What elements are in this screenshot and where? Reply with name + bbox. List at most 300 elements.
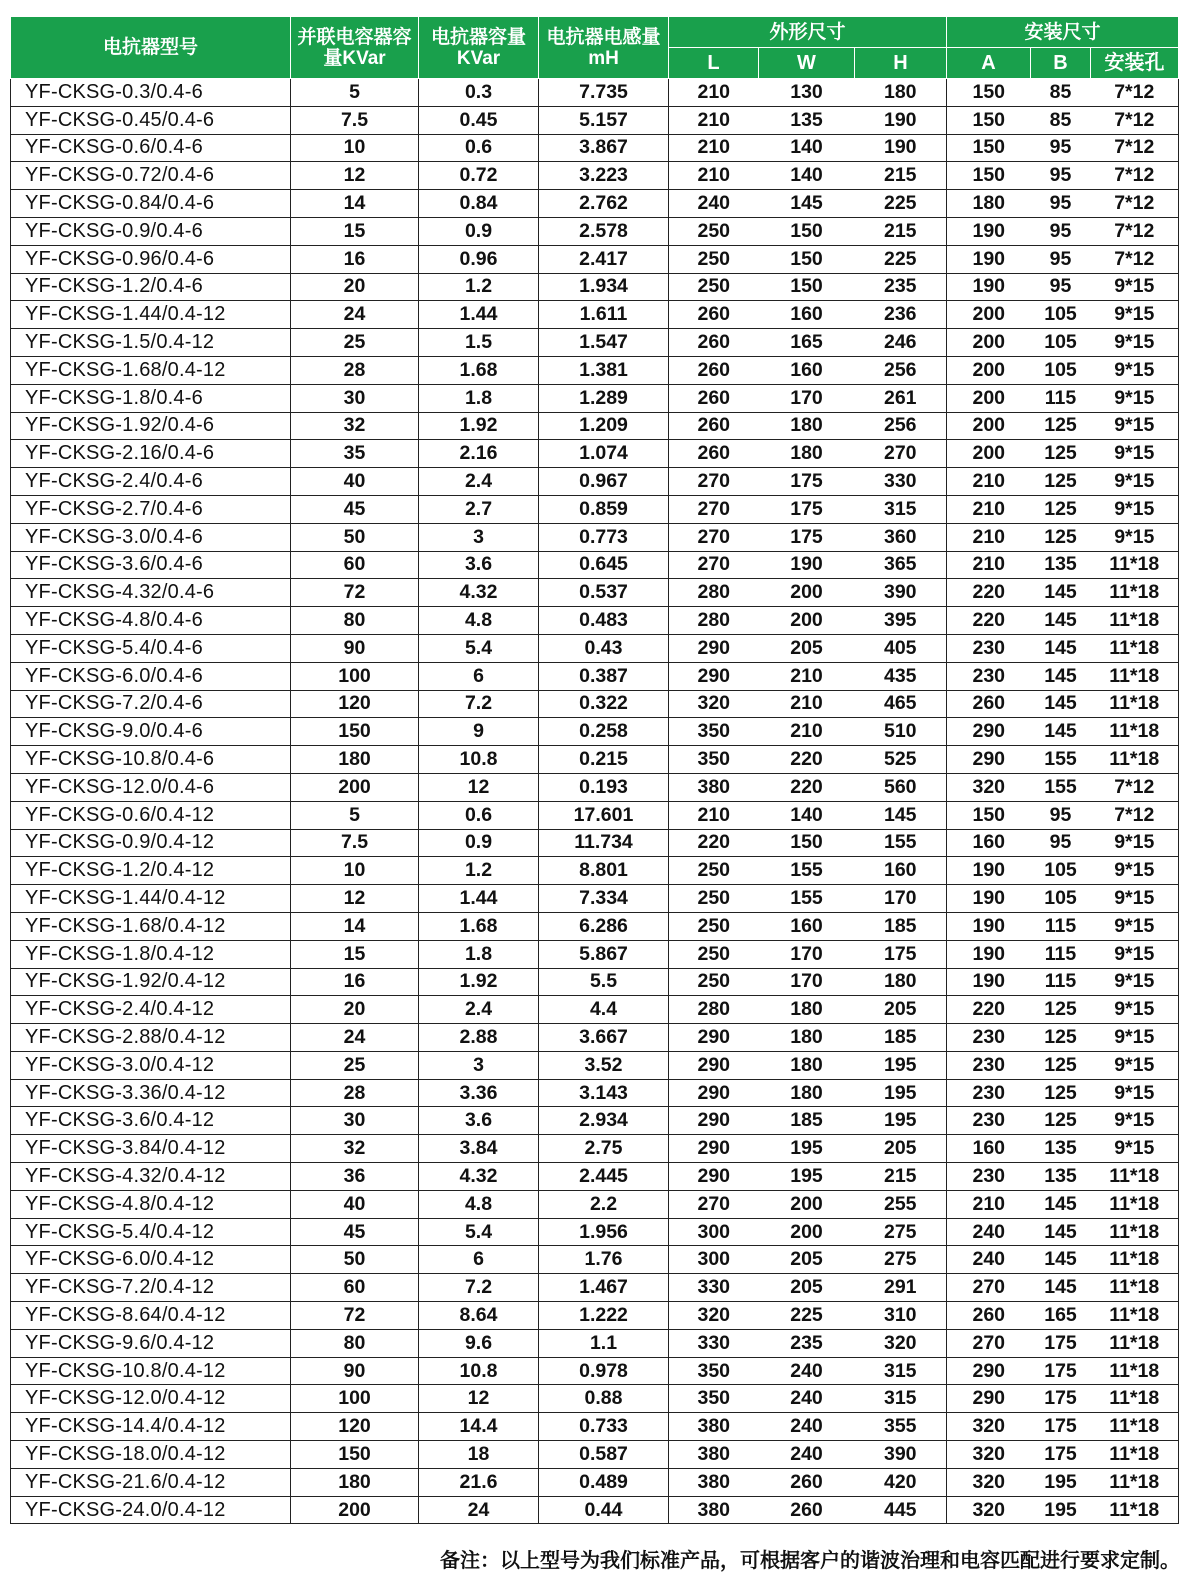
cell-install-A: 190 xyxy=(947,885,1031,913)
cell-install-A: 290 xyxy=(947,718,1031,746)
cell-mounting-hole: 11*18 xyxy=(1091,1218,1179,1246)
cell-model: YF-CKSG-24.0/0.4-12 xyxy=(11,1496,291,1524)
cell-reactor-kvar: 4.8 xyxy=(419,1190,539,1218)
table-row xyxy=(11,245,1179,273)
cell-capacitor-kvar: 12 xyxy=(291,162,419,190)
cell-model: YF-CKSG-9.0/0.4-6 xyxy=(11,718,291,746)
cell-inductance-mh: 0.978 xyxy=(539,1357,669,1385)
header-reactor-capacity: 电抗器容量KVar xyxy=(419,17,539,79)
cell-dim-H: 525 xyxy=(855,746,947,774)
cell-dim-L: 280 xyxy=(669,607,759,635)
cell-model: YF-CKSG-0.9/0.4-6 xyxy=(11,217,291,245)
cell-dim-L: 290 xyxy=(669,634,759,662)
header-A: A xyxy=(947,48,1031,79)
cell-mounting-hole: 9*15 xyxy=(1091,996,1179,1024)
cell-dim-L: 210 xyxy=(669,106,759,134)
cell-dim-L: 250 xyxy=(669,273,759,301)
cell-mounting-hole: 11*18 xyxy=(1091,662,1179,690)
cell-inductance-mh: 3.143 xyxy=(539,1079,669,1107)
cell-dim-H: 261 xyxy=(855,384,947,412)
cell-dim-W: 210 xyxy=(759,718,855,746)
header-B: B xyxy=(1031,48,1091,79)
cell-capacitor-kvar: 30 xyxy=(291,1107,419,1135)
cell-model: YF-CKSG-1.2/0.4-6 xyxy=(11,273,291,301)
cell-mounting-hole: 9*15 xyxy=(1091,273,1179,301)
cell-install-A: 320 xyxy=(947,1441,1031,1469)
cell-reactor-kvar: 4.32 xyxy=(419,1163,539,1191)
cell-mounting-hole: 7*12 xyxy=(1091,134,1179,162)
cell-dim-W: 205 xyxy=(759,1274,855,1302)
cell-install-B: 135 xyxy=(1031,1135,1091,1163)
table-row xyxy=(11,1413,1179,1441)
cell-dim-W: 165 xyxy=(759,329,855,357)
cell-mounting-hole: 9*15 xyxy=(1091,301,1179,329)
cell-inductance-mh: 0.387 xyxy=(539,662,669,690)
cell-install-A: 210 xyxy=(947,523,1031,551)
table-row xyxy=(11,801,1179,829)
cell-mounting-hole: 11*18 xyxy=(1091,1468,1179,1496)
table-row xyxy=(11,1163,1179,1191)
cell-capacitor-kvar: 5 xyxy=(291,801,419,829)
cell-mounting-hole: 11*18 xyxy=(1091,746,1179,774)
cell-reactor-kvar: 0.9 xyxy=(419,217,539,245)
cell-mounting-hole: 7*12 xyxy=(1091,79,1179,107)
cell-install-B: 175 xyxy=(1031,1357,1091,1385)
header-H: H xyxy=(855,48,947,79)
cell-inductance-mh: 0.967 xyxy=(539,468,669,496)
cell-model: YF-CKSG-1.44/0.4-12 xyxy=(11,885,291,913)
cell-dim-L: 350 xyxy=(669,1357,759,1385)
cell-dim-L: 250 xyxy=(669,245,759,273)
cell-dim-L: 250 xyxy=(669,857,759,885)
table-row xyxy=(11,106,1179,134)
cell-capacitor-kvar: 15 xyxy=(291,217,419,245)
cell-model: YF-CKSG-1.68/0.4-12 xyxy=(11,912,291,940)
cell-model: YF-CKSG-1.92/0.4-12 xyxy=(11,968,291,996)
cell-dim-L: 210 xyxy=(669,162,759,190)
cell-dim-L: 380 xyxy=(669,1441,759,1469)
cell-reactor-kvar: 10.8 xyxy=(419,746,539,774)
cell-install-B: 125 xyxy=(1031,468,1091,496)
cell-install-A: 260 xyxy=(947,690,1031,718)
cell-dim-L: 240 xyxy=(669,190,759,218)
cell-install-A: 210 xyxy=(947,495,1031,523)
cell-dim-W: 145 xyxy=(759,190,855,218)
cell-dim-L: 210 xyxy=(669,79,759,107)
cell-dim-H: 225 xyxy=(855,245,947,273)
cell-reactor-kvar: 0.96 xyxy=(419,245,539,273)
cell-inductance-mh: 0.773 xyxy=(539,523,669,551)
cell-model: YF-CKSG-7.2/0.4-6 xyxy=(11,690,291,718)
cell-reactor-kvar: 1.5 xyxy=(419,329,539,357)
cell-install-A: 190 xyxy=(947,968,1031,996)
cell-dim-L: 260 xyxy=(669,329,759,357)
cell-dim-H: 465 xyxy=(855,690,947,718)
cell-reactor-kvar: 12 xyxy=(419,1385,539,1413)
table-row xyxy=(11,1441,1179,1469)
cell-install-A: 290 xyxy=(947,1357,1031,1385)
cell-capacitor-kvar: 50 xyxy=(291,523,419,551)
cell-mounting-hole: 7*12 xyxy=(1091,801,1179,829)
cell-dim-L: 380 xyxy=(669,1413,759,1441)
cell-dim-W: 260 xyxy=(759,1496,855,1524)
cell-install-B: 125 xyxy=(1031,412,1091,440)
cell-install-A: 220 xyxy=(947,996,1031,1024)
cell-dim-W: 155 xyxy=(759,857,855,885)
cell-inductance-mh: 0.43 xyxy=(539,634,669,662)
cell-dim-W: 220 xyxy=(759,746,855,774)
cell-capacitor-kvar: 120 xyxy=(291,1413,419,1441)
cell-dim-W: 240 xyxy=(759,1413,855,1441)
cell-reactor-kvar: 2.88 xyxy=(419,1024,539,1052)
cell-mounting-hole: 9*15 xyxy=(1091,495,1179,523)
cell-install-B: 125 xyxy=(1031,1024,1091,1052)
cell-mounting-hole: 9*15 xyxy=(1091,1135,1179,1163)
cell-install-A: 230 xyxy=(947,1107,1031,1135)
table-row xyxy=(11,1385,1179,1413)
cell-dim-W: 180 xyxy=(759,996,855,1024)
cell-inductance-mh: 0.88 xyxy=(539,1385,669,1413)
cell-dim-W: 240 xyxy=(759,1357,855,1385)
cell-install-A: 200 xyxy=(947,301,1031,329)
cell-install-A: 220 xyxy=(947,607,1031,635)
cell-dim-L: 330 xyxy=(669,1329,759,1357)
cell-install-B: 105 xyxy=(1031,885,1091,913)
cell-capacitor-kvar: 30 xyxy=(291,384,419,412)
cell-install-B: 145 xyxy=(1031,690,1091,718)
header-install-dimensions: 安装尺寸 xyxy=(947,17,1179,48)
cell-dim-L: 270 xyxy=(669,1190,759,1218)
cell-model: YF-CKSG-3.84/0.4-12 xyxy=(11,1135,291,1163)
cell-install-A: 200 xyxy=(947,356,1031,384)
cell-model: YF-CKSG-1.68/0.4-12 xyxy=(11,356,291,384)
cell-reactor-kvar: 5.4 xyxy=(419,634,539,662)
cell-dim-W: 200 xyxy=(759,1190,855,1218)
cell-model: YF-CKSG-2.4/0.4-12 xyxy=(11,996,291,1024)
cell-dim-L: 300 xyxy=(669,1246,759,1274)
cell-dim-W: 175 xyxy=(759,468,855,496)
cell-dim-W: 150 xyxy=(759,273,855,301)
cell-dim-L: 260 xyxy=(669,412,759,440)
cell-inductance-mh: 1.547 xyxy=(539,329,669,357)
cell-model: YF-CKSG-3.36/0.4-12 xyxy=(11,1079,291,1107)
cell-mounting-hole: 9*15 xyxy=(1091,412,1179,440)
cell-reactor-kvar: 0.6 xyxy=(419,134,539,162)
cell-reactor-kvar: 3.6 xyxy=(419,1107,539,1135)
cell-dim-L: 270 xyxy=(669,495,759,523)
cell-inductance-mh: 0.733 xyxy=(539,1413,669,1441)
cell-dim-L: 380 xyxy=(669,1496,759,1524)
table-row xyxy=(11,1329,1179,1357)
table-row xyxy=(11,773,1179,801)
cell-model: YF-CKSG-18.0/0.4-12 xyxy=(11,1441,291,1469)
cell-mounting-hole: 9*15 xyxy=(1091,857,1179,885)
table-row xyxy=(11,329,1179,357)
cell-dim-W: 170 xyxy=(759,968,855,996)
cell-dim-L: 290 xyxy=(669,1107,759,1135)
header-outer-dimensions: 外形尺寸 xyxy=(669,17,947,48)
cell-inductance-mh: 0.322 xyxy=(539,690,669,718)
cell-model: YF-CKSG-1.8/0.4-6 xyxy=(11,384,291,412)
cell-dim-L: 380 xyxy=(669,773,759,801)
cell-install-B: 125 xyxy=(1031,495,1091,523)
cell-dim-W: 150 xyxy=(759,245,855,273)
cell-dim-W: 260 xyxy=(759,1468,855,1496)
cell-dim-W: 195 xyxy=(759,1163,855,1191)
cell-install-B: 145 xyxy=(1031,1246,1091,1274)
table-row xyxy=(11,968,1179,996)
cell-capacitor-kvar: 90 xyxy=(291,1357,419,1385)
cell-reactor-kvar: 3.36 xyxy=(419,1079,539,1107)
cell-dim-W: 170 xyxy=(759,384,855,412)
cell-reactor-kvar: 1.2 xyxy=(419,857,539,885)
cell-install-A: 320 xyxy=(947,1413,1031,1441)
cell-install-A: 150 xyxy=(947,162,1031,190)
cell-inductance-mh: 5.157 xyxy=(539,106,669,134)
cell-mounting-hole: 11*18 xyxy=(1091,690,1179,718)
cell-model: YF-CKSG-1.8/0.4-12 xyxy=(11,940,291,968)
cell-model: YF-CKSG-6.0/0.4-12 xyxy=(11,1246,291,1274)
cell-dim-H: 215 xyxy=(855,1163,947,1191)
cell-dim-H: 155 xyxy=(855,829,947,857)
cell-capacitor-kvar: 100 xyxy=(291,662,419,690)
cell-dim-H: 215 xyxy=(855,162,947,190)
cell-install-B: 175 xyxy=(1031,1385,1091,1413)
cell-reactor-kvar: 1.68 xyxy=(419,356,539,384)
cell-reactor-kvar: 1.2 xyxy=(419,273,539,301)
header-model: 电抗器型号 xyxy=(11,17,291,79)
cell-mounting-hole: 11*18 xyxy=(1091,1163,1179,1191)
cell-install-B: 145 xyxy=(1031,607,1091,635)
cell-capacitor-kvar: 120 xyxy=(291,690,419,718)
cell-install-B: 145 xyxy=(1031,579,1091,607)
cell-install-B: 175 xyxy=(1031,1413,1091,1441)
cell-dim-W: 175 xyxy=(759,495,855,523)
cell-model: YF-CKSG-12.0/0.4-6 xyxy=(11,773,291,801)
cell-dim-W: 240 xyxy=(759,1385,855,1413)
cell-dim-H: 390 xyxy=(855,579,947,607)
cell-reactor-kvar: 10.8 xyxy=(419,1357,539,1385)
cell-inductance-mh: 0.859 xyxy=(539,495,669,523)
cell-inductance-mh: 7.334 xyxy=(539,885,669,913)
cell-dim-H: 405 xyxy=(855,634,947,662)
cell-install-A: 220 xyxy=(947,579,1031,607)
cell-install-B: 135 xyxy=(1031,551,1091,579)
table-row xyxy=(11,356,1179,384)
cell-reactor-kvar: 9.6 xyxy=(419,1329,539,1357)
cell-mounting-hole: 11*18 xyxy=(1091,1385,1179,1413)
table-row xyxy=(11,746,1179,774)
table-row xyxy=(11,384,1179,412)
cell-dim-H: 390 xyxy=(855,1441,947,1469)
cell-install-B: 145 xyxy=(1031,662,1091,690)
cell-capacitor-kvar: 32 xyxy=(291,1135,419,1163)
cell-mounting-hole: 11*18 xyxy=(1091,551,1179,579)
cell-install-B: 145 xyxy=(1031,1274,1091,1302)
cell-dim-H: 195 xyxy=(855,1051,947,1079)
cell-capacitor-kvar: 180 xyxy=(291,1468,419,1496)
cell-dim-L: 210 xyxy=(669,134,759,162)
cell-capacitor-kvar: 150 xyxy=(291,718,419,746)
table-row xyxy=(11,273,1179,301)
cell-install-A: 290 xyxy=(947,746,1031,774)
cell-install-A: 270 xyxy=(947,1329,1031,1357)
cell-dim-L: 290 xyxy=(669,1163,759,1191)
cell-mounting-hole: 7*12 xyxy=(1091,245,1179,273)
cell-install-B: 125 xyxy=(1031,1107,1091,1135)
cell-dim-W: 195 xyxy=(759,1135,855,1163)
cell-install-B: 105 xyxy=(1031,857,1091,885)
cell-mounting-hole: 11*18 xyxy=(1091,579,1179,607)
cell-capacitor-kvar: 40 xyxy=(291,468,419,496)
cell-capacitor-kvar: 90 xyxy=(291,634,419,662)
cell-install-B: 125 xyxy=(1031,1079,1091,1107)
cell-install-B: 145 xyxy=(1031,1190,1091,1218)
cell-dim-W: 205 xyxy=(759,1246,855,1274)
cell-model: YF-CKSG-2.16/0.4-6 xyxy=(11,440,291,468)
table-body xyxy=(11,79,1179,1524)
cell-inductance-mh: 0.193 xyxy=(539,773,669,801)
cell-dim-L: 260 xyxy=(669,384,759,412)
cell-reactor-kvar: 1.92 xyxy=(419,968,539,996)
cell-model: YF-CKSG-0.45/0.4-6 xyxy=(11,106,291,134)
cell-dim-H: 395 xyxy=(855,607,947,635)
cell-install-A: 230 xyxy=(947,662,1031,690)
cell-dim-L: 280 xyxy=(669,996,759,1024)
cell-model: YF-CKSG-1.44/0.4-12 xyxy=(11,301,291,329)
cell-model: YF-CKSG-4.32/0.4-6 xyxy=(11,579,291,607)
cell-dim-L: 250 xyxy=(669,217,759,245)
cell-inductance-mh: 0.489 xyxy=(539,1468,669,1496)
cell-dim-W: 200 xyxy=(759,1218,855,1246)
cell-reactor-kvar: 8.64 xyxy=(419,1302,539,1330)
table-row xyxy=(11,1496,1179,1524)
cell-mounting-hole: 9*15 xyxy=(1091,468,1179,496)
cell-model: YF-CKSG-6.0/0.4-6 xyxy=(11,662,291,690)
cell-install-A: 290 xyxy=(947,1385,1031,1413)
cell-dim-H: 236 xyxy=(855,301,947,329)
cell-dim-L: 250 xyxy=(669,912,759,940)
cell-capacitor-kvar: 28 xyxy=(291,356,419,384)
cell-reactor-kvar: 0.6 xyxy=(419,801,539,829)
table-row xyxy=(11,912,1179,940)
cell-mounting-hole: 7*12 xyxy=(1091,217,1179,245)
cell-capacitor-kvar: 25 xyxy=(291,329,419,357)
cell-dim-H: 185 xyxy=(855,1024,947,1052)
cell-dim-H: 170 xyxy=(855,885,947,913)
cell-install-A: 210 xyxy=(947,1190,1031,1218)
cell-inductance-mh: 2.445 xyxy=(539,1163,669,1191)
cell-dim-L: 280 xyxy=(669,579,759,607)
cell-inductance-mh: 2.578 xyxy=(539,217,669,245)
cell-capacitor-kvar: 16 xyxy=(291,968,419,996)
cell-capacitor-kvar: 7.5 xyxy=(291,106,419,134)
cell-inductance-mh: 0.215 xyxy=(539,746,669,774)
table-row xyxy=(11,996,1179,1024)
cell-capacitor-kvar: 28 xyxy=(291,1079,419,1107)
cell-install-A: 260 xyxy=(947,1302,1031,1330)
cell-dim-H: 275 xyxy=(855,1246,947,1274)
cell-capacitor-kvar: 150 xyxy=(291,1441,419,1469)
cell-install-B: 95 xyxy=(1031,801,1091,829)
cell-capacitor-kvar: 14 xyxy=(291,912,419,940)
cell-install-B: 125 xyxy=(1031,996,1091,1024)
cell-mounting-hole: 7*12 xyxy=(1091,773,1179,801)
cell-mounting-hole: 9*15 xyxy=(1091,885,1179,913)
cell-install-B: 95 xyxy=(1031,162,1091,190)
cell-model: YF-CKSG-0.6/0.4-12 xyxy=(11,801,291,829)
cell-install-A: 150 xyxy=(947,134,1031,162)
cell-model: YF-CKSG-10.8/0.4-6 xyxy=(11,746,291,774)
cell-mounting-hole: 11*18 xyxy=(1091,634,1179,662)
cell-dim-W: 200 xyxy=(759,579,855,607)
cell-capacitor-kvar: 7.5 xyxy=(291,829,419,857)
cell-reactor-kvar: 0.45 xyxy=(419,106,539,134)
cell-dim-H: 355 xyxy=(855,1413,947,1441)
cell-model: YF-CKSG-9.6/0.4-12 xyxy=(11,1329,291,1357)
cell-model: YF-CKSG-21.6/0.4-12 xyxy=(11,1468,291,1496)
cell-capacitor-kvar: 60 xyxy=(291,551,419,579)
cell-model: YF-CKSG-14.4/0.4-12 xyxy=(11,1413,291,1441)
table-row xyxy=(11,579,1179,607)
cell-dim-L: 320 xyxy=(669,690,759,718)
cell-model: YF-CKSG-3.6/0.4-6 xyxy=(11,551,291,579)
cell-inductance-mh: 0.258 xyxy=(539,718,669,746)
cell-mounting-hole: 7*12 xyxy=(1091,162,1179,190)
cell-inductance-mh: 1.381 xyxy=(539,356,669,384)
cell-mounting-hole: 9*15 xyxy=(1091,1051,1179,1079)
cell-dim-W: 160 xyxy=(759,356,855,384)
cell-mounting-hole: 9*15 xyxy=(1091,940,1179,968)
cell-model: YF-CKSG-5.4/0.4-12 xyxy=(11,1218,291,1246)
cell-inductance-mh: 1.76 xyxy=(539,1246,669,1274)
cell-dim-H: 175 xyxy=(855,940,947,968)
cell-capacitor-kvar: 20 xyxy=(291,996,419,1024)
cell-reactor-kvar: 1.44 xyxy=(419,885,539,913)
cell-inductance-mh: 0.483 xyxy=(539,607,669,635)
cell-capacitor-kvar: 16 xyxy=(291,245,419,273)
cell-inductance-mh: 1.074 xyxy=(539,440,669,468)
table-row xyxy=(11,301,1179,329)
cell-dim-W: 200 xyxy=(759,607,855,635)
cell-capacitor-kvar: 80 xyxy=(291,607,419,635)
cell-capacitor-kvar: 200 xyxy=(291,773,419,801)
cell-model: YF-CKSG-5.4/0.4-6 xyxy=(11,634,291,662)
cell-mounting-hole: 9*15 xyxy=(1091,968,1179,996)
cell-install-B: 145 xyxy=(1031,634,1091,662)
cell-dim-H: 185 xyxy=(855,912,947,940)
table-row xyxy=(11,440,1179,468)
cell-mounting-hole: 9*15 xyxy=(1091,356,1179,384)
cell-dim-H: 255 xyxy=(855,1190,947,1218)
cell-install-B: 115 xyxy=(1031,968,1091,996)
cell-install-A: 150 xyxy=(947,79,1031,107)
cell-dim-H: 225 xyxy=(855,190,947,218)
table-row xyxy=(11,1302,1179,1330)
cell-dim-H: 560 xyxy=(855,773,947,801)
cell-dim-W: 180 xyxy=(759,1024,855,1052)
cell-capacitor-kvar: 80 xyxy=(291,1329,419,1357)
cell-install-A: 230 xyxy=(947,634,1031,662)
cell-install-A: 200 xyxy=(947,329,1031,357)
table-row xyxy=(11,190,1179,218)
cell-dim-W: 185 xyxy=(759,1107,855,1135)
cell-dim-L: 300 xyxy=(669,1218,759,1246)
cell-reactor-kvar: 1.68 xyxy=(419,912,539,940)
cell-reactor-kvar: 5.4 xyxy=(419,1218,539,1246)
cell-dim-W: 235 xyxy=(759,1329,855,1357)
cell-dim-H: 291 xyxy=(855,1274,947,1302)
